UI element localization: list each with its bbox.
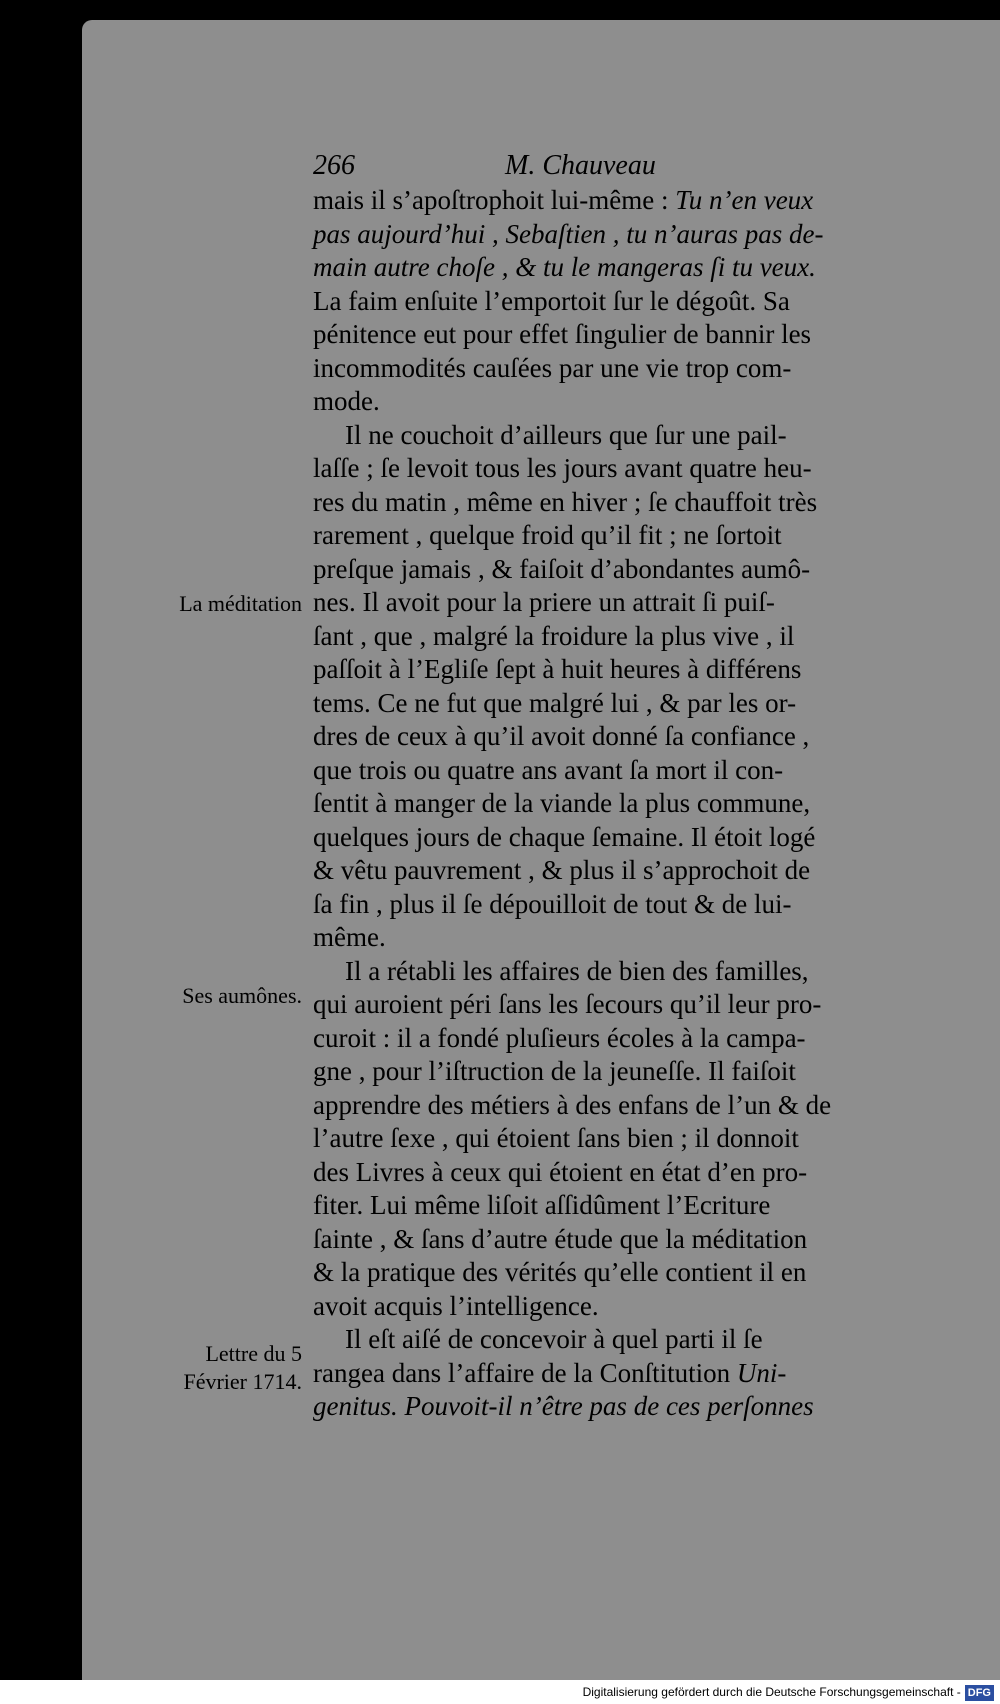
text-line: que trois ou quatre ans avant ſa mort il con- [313,754,784,785]
text-line: La faim enſuite l’emportoit ſur le dégoût. Sa [313,285,790,316]
footer-text: Digitalisierung gefördert durch die Deutsche Forschungsgemeinschaft - [582,1685,961,1699]
text-line: nes. Il avoit pour la priere un attrait ſi puiſ- [313,587,775,617]
text-line: Il a rétabli les affaires de bien des familles, [345,955,809,986]
body-text [313,184,923,1424]
text-line: gne , pour l’iſtruction de la jeuneſſe. Il faiſoit [313,1056,796,1086]
text-line: paſſoit à l’Egliſe ſept à huit heures à différens [313,654,802,684]
page-number: 266 [313,150,355,181]
text-line: apprendre des métiers à des enfans de l’un & de [313,1089,832,1120]
text-line: incommodités cauſées par une vie trop com- [313,352,792,383]
text-line: même. [313,922,386,952]
margin-note-lettre: Lettre du 5 [205,1341,302,1366]
margin-note-date: Février 1714. [183,1369,302,1394]
top-edge [0,0,1000,22]
text-line: genitus. Pouvoit-il n’être pas de ces perſonnes [313,1391,814,1421]
text-line: pénitence eut pour effet ſingulier de bannir les [313,319,812,349]
text-line: rarement , quelque froid qu’il fit ; ne ſortoit [313,520,782,550]
text-line: ſa fin , plus il ſe dépouilloit de tout & de lui- [313,888,792,919]
text-line: qui auroient péri ſans les ſecours qu’il leur pro- [313,989,822,1019]
text-line: & la pratique des vérités qu’elle contient il en [313,1257,807,1287]
text-line: & vêtu pauvrement , & plus il s’approchoit de [313,855,811,885]
text-line: mode. [313,386,380,416]
text-line: Il ne couchoit d’ailleurs que ſur une pail- [345,419,787,450]
text-line: quelques jours de chaque ſemaine. Il étoit logé [313,821,816,852]
margin-note-meditation: La méditation [179,591,302,616]
running-title: M. Chauveau [505,150,656,181]
text-line: curoit : il a fondé pluſieurs écoles à la campa- [313,1022,806,1053]
dfg-logo: DFG [965,1685,994,1701]
text-line: ſant , que , malgré la froidure la plus vive , il [313,620,795,651]
text-line: avoit acquis l’intelligence. [313,1290,599,1321]
text-line: rangea dans l’affaire de la Conſtitution Uni- [313,1357,787,1388]
text-line: dres de ceux à qu’il avoit donné ſa confiance , [313,721,810,751]
text-line: fiter. Lui même liſoit aſſidûment l’Ecriture [313,1190,771,1220]
text-line: pas aujourd’hui , Sebaſtien , tu n’auras pas de- [313,218,824,249]
text-line: tems. Ce ne fut que malgré lui , & par les or- [313,687,797,718]
margin-note-aumones: Ses aumônes. [182,983,302,1008]
text-line: ſentit à manger de la viande la plus commune, [313,788,811,818]
text-line: l’autre ſexe , qui étoient ſans bien ; il donnoit [313,1123,799,1153]
text-line: des Livres à ceux qui étoient en état d’en pro- [313,1156,808,1187]
text-line: laſſe ; ſe levoit tous les jours avant quatre heu- [313,453,812,483]
digitization-footer [0,1680,1000,1704]
text-line: mais il s’apoſtrophoit lui-même : Tu n’en veux [313,185,814,215]
text-line: main autre choſe , & tu le mangeras ſi tu veux. [313,252,816,282]
text-line: ſainte , & ſans d’autre étude que la méditation [313,1223,808,1254]
text-line: Il eſt aiſé de concevoir à quel parti il ſe [345,1324,763,1354]
text-line: preſque jamais , & faiſoit d’abondantes aumô- [313,553,811,584]
text-line: res du matin , même en hiver ; ſe chauffoit très [313,486,818,517]
